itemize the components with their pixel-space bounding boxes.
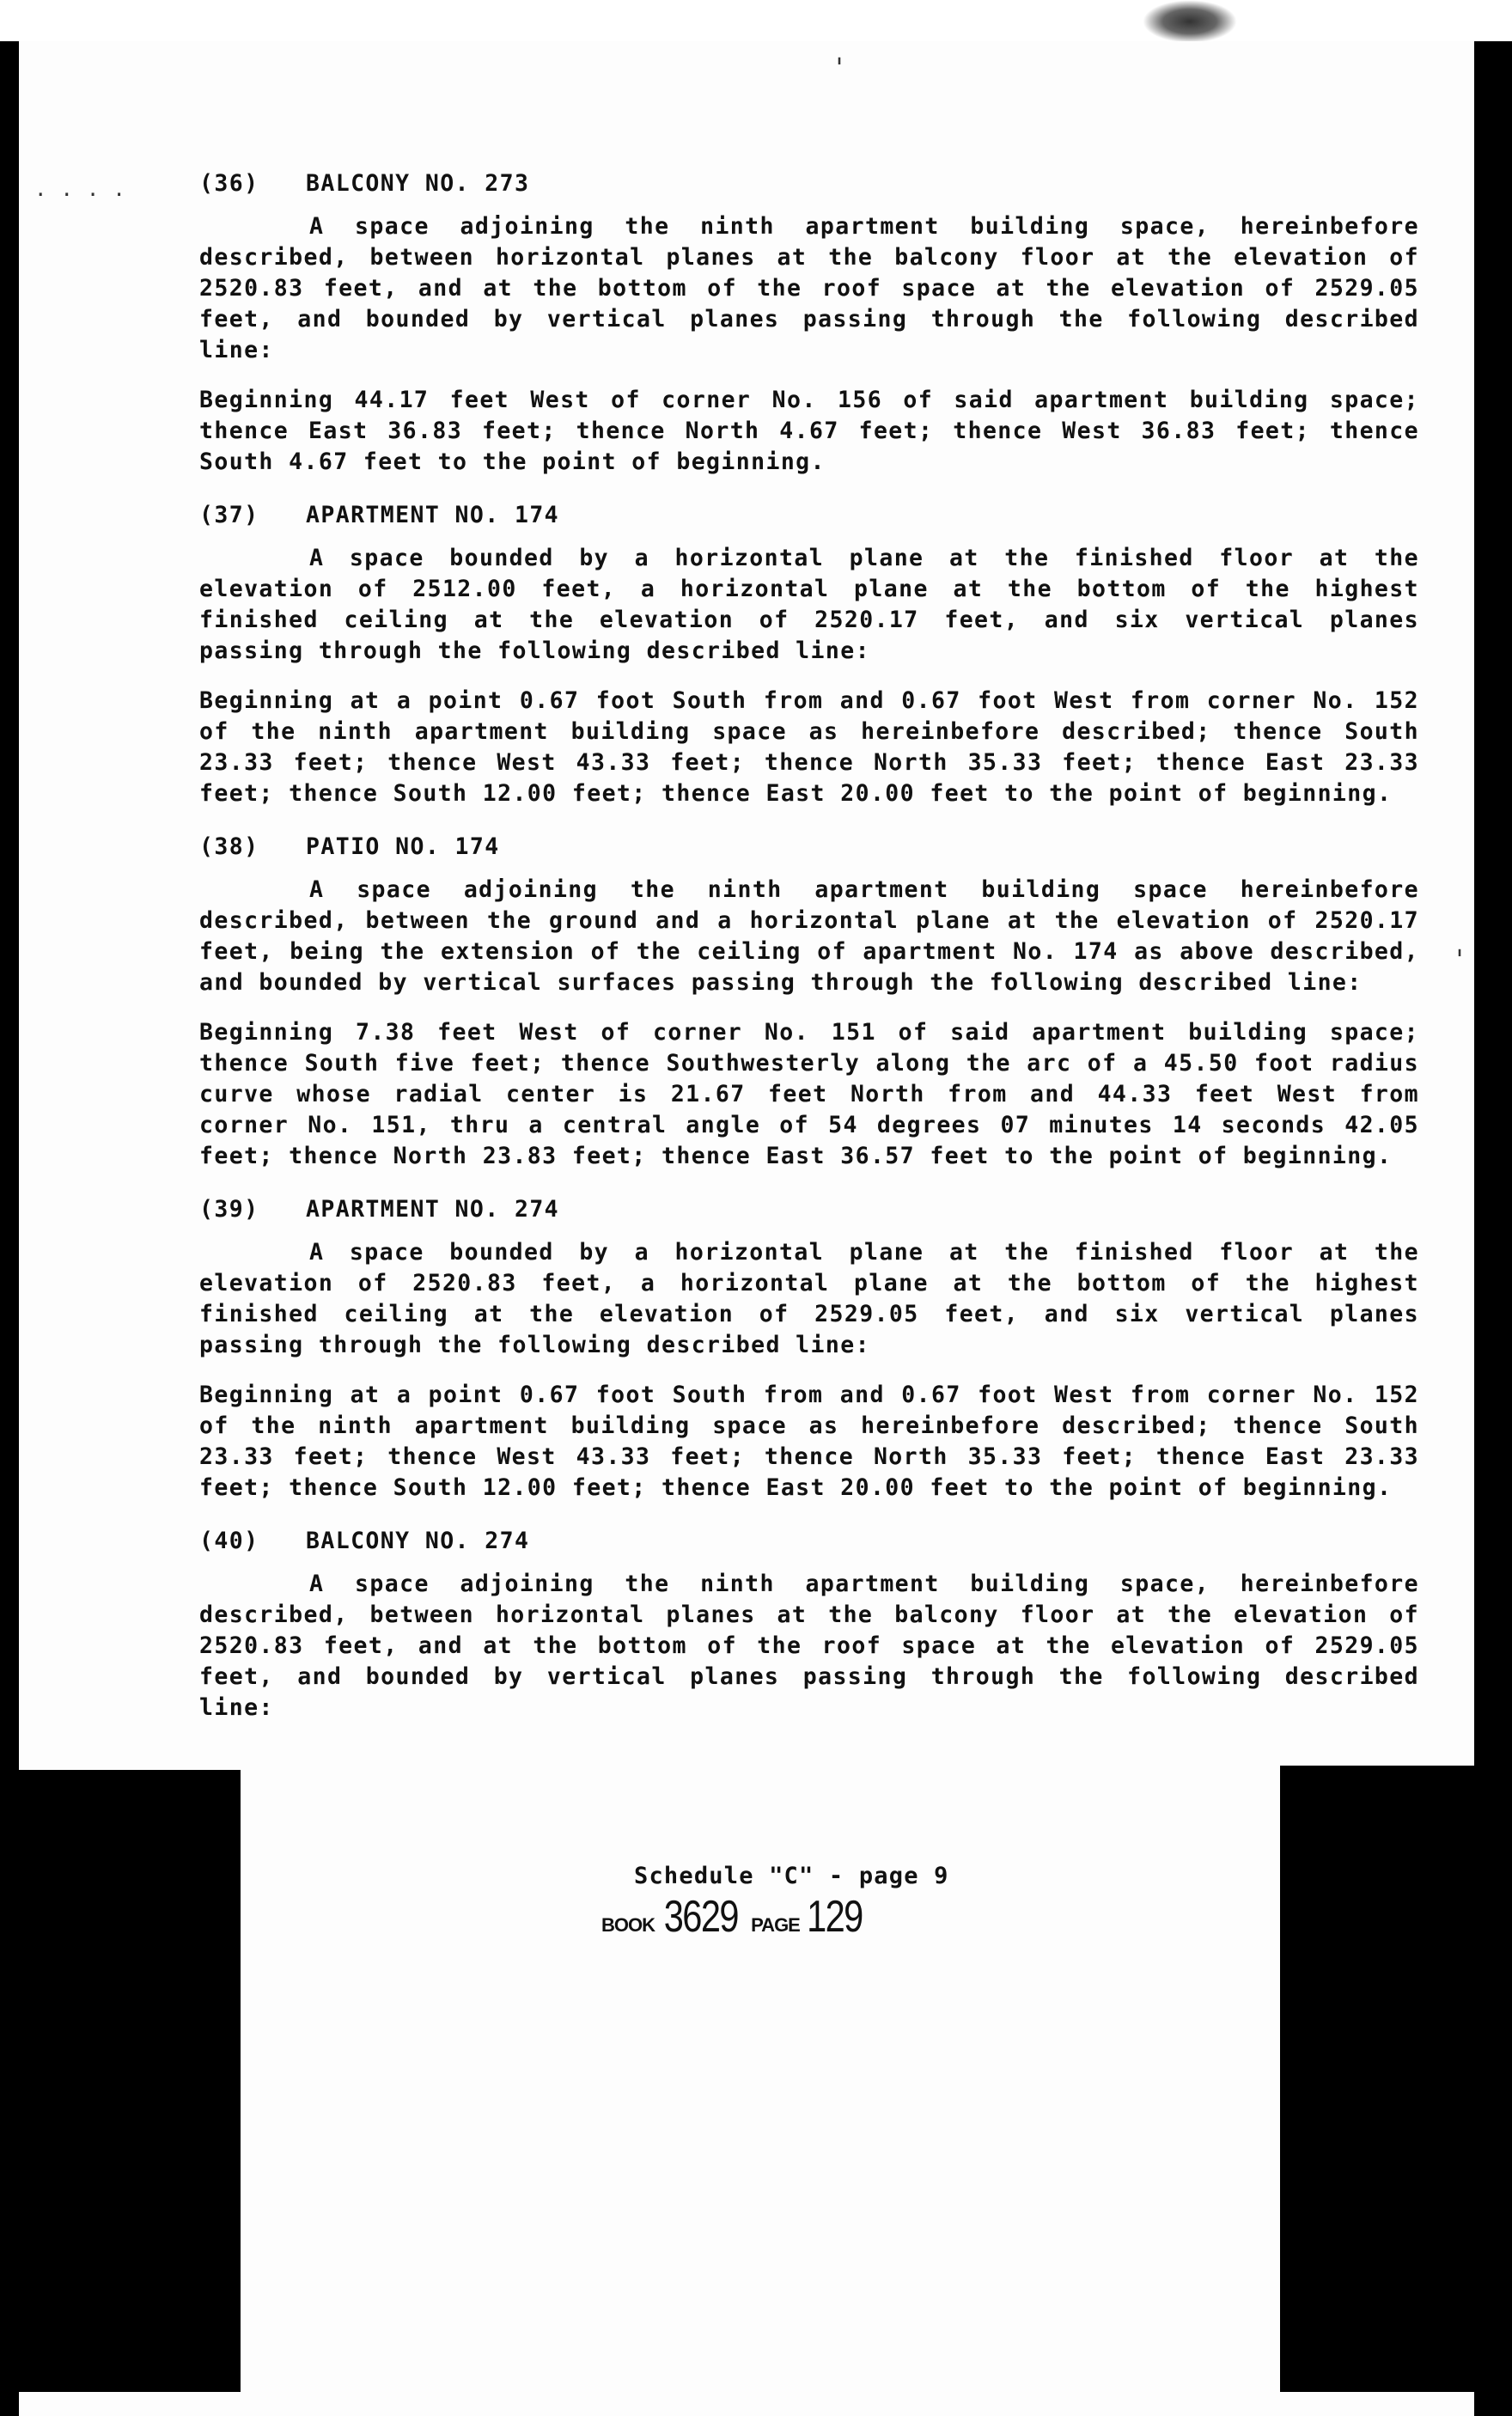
page-footer xyxy=(601,1863,1134,1943)
page-label: PAGE xyxy=(751,1914,800,1936)
book-label: BOOK xyxy=(601,1914,655,1936)
section-39 xyxy=(199,1194,1419,1504)
scan-corner-smudge xyxy=(1143,0,1237,43)
scan-top-margin xyxy=(0,0,1512,41)
section-number: (38) xyxy=(199,833,259,860)
section-number: (39) xyxy=(199,1196,259,1223)
section-description: Beginning 7.38 feet West of corner No. 151 of said apartment building space; thence South five feet; thence Southwesterly along the arc of a 45.50 foot radius curve whose radial center is 21.67 feet North from and 44.33 feet West from corner No. 151, thru a central angle of 54 degrees 07 minutes 14 seconds 42.05 feet; thence North 23.83 feet; thence East 36.57 feet to the point of beginning. xyxy=(199,1019,1419,1169)
section-title: APARTMENT NO. 274 xyxy=(306,1196,560,1223)
section-title: PATIO NO. 174 xyxy=(306,833,500,860)
book-number: 3629 xyxy=(663,1892,738,1942)
section-heading xyxy=(199,832,1419,863)
scan-speck: ' xyxy=(832,53,848,83)
section-number: (37) xyxy=(199,502,259,528)
schedule-page-label: Schedule "C" - page 9 xyxy=(634,1863,949,1889)
scan-black-area-right xyxy=(1280,1766,1512,2392)
section-paragraph: A space bounded by a horizontal plane at the finished floor at the elevation of 2512.00 feet, a horizontal plane at the bottom of the highest finished ceiling at the elevation of 2520.17 feet, and six vertical planes passing through the following described line: xyxy=(199,545,1419,664)
section-heading xyxy=(199,1194,1419,1225)
section-paragraph: A space adjoining the ninth apartment building space, hereinbefore described, between horizontal planes at the balcony floor at the elevation of 2520.83 feet, and at the bottom of the roof space at the elevation of 2529.05 feet, and bounded by vertical planes passing through the following described line: xyxy=(199,213,1419,363)
section-title: BALCONY NO. 273 xyxy=(306,170,530,197)
margin-dots: .... xyxy=(34,177,139,201)
section-description: Beginning at a point 0.67 foot South from and 0.67 foot West from corner No. 152 of the ninth apartment building space as hereinbefore described; thence South 23.33 feet; thence West 43.33 feet; thence North 35.33 feet; thence East 23.33 feet; thence South 12.00 feet; thence East 20.00 feet to the point of beginning. xyxy=(199,687,1419,807)
section-40 xyxy=(199,1526,1419,1724)
section-description: Beginning at a point 0.67 foot South from and 0.67 foot West from corner No. 152 of the ninth apartment building space as hereinbefore described; thence South 23.33 feet; thence West 43.33 feet; thence North 35.33 feet; thence East 23.33 feet; thence South 12.00 feet; thence East 20.00 feet to the point of beginning. xyxy=(199,1382,1419,1501)
section-paragraph: A space adjoining the ninth apartment building space, hereinbefore described, between horizontal planes at the balcony floor at the elevation of 2520.83 feet, and at the bottom of the roof space at the elevation of 2529.05 feet, and bounded by vertical planes passing through the following described line: xyxy=(199,1571,1419,1721)
section-heading xyxy=(199,168,1419,199)
section-title: APARTMENT NO. 174 xyxy=(306,502,560,528)
section-number: (36) xyxy=(199,170,259,197)
document-body xyxy=(199,168,1419,1742)
page-number: 129 xyxy=(806,1892,863,1942)
section-paragraph: A space bounded by a horizontal plane at the finished floor at the elevation of 2520.83 feet, a horizontal plane at the bottom of the highest finished ceiling at the elevation of 2529.05 feet, and six vertical planes passing through the following described line: xyxy=(199,1239,1419,1358)
section-title: BALCONY NO. 274 xyxy=(306,1528,530,1554)
scan-black-area-left xyxy=(0,1770,241,2392)
section-heading xyxy=(199,1526,1419,1557)
section-number: (40) xyxy=(199,1528,259,1554)
section-37 xyxy=(199,500,1419,809)
section-paragraph: A space adjoining the ninth apartment building space hereinbefore described, between the ground and a horizontal plane at the elevation of 2520.17 feet, being the extension of the ceiling of apartment No. 174 as above described, and bounded by vertical surfaces passing through the following described line: xyxy=(199,876,1419,996)
book-page-stamp xyxy=(601,1891,1134,1943)
section-description: Beginning 44.17 feet West of corner No. 156 of said apartment building space; thence East 36.83 feet; thence North 4.67 feet; thence West 36.83 feet; thence South 4.67 feet to the point of beginning. xyxy=(199,387,1419,475)
section-38 xyxy=(199,832,1419,1172)
section-36 xyxy=(199,168,1419,478)
section-heading xyxy=(199,500,1419,531)
scan-speck: ' xyxy=(1452,945,1468,975)
